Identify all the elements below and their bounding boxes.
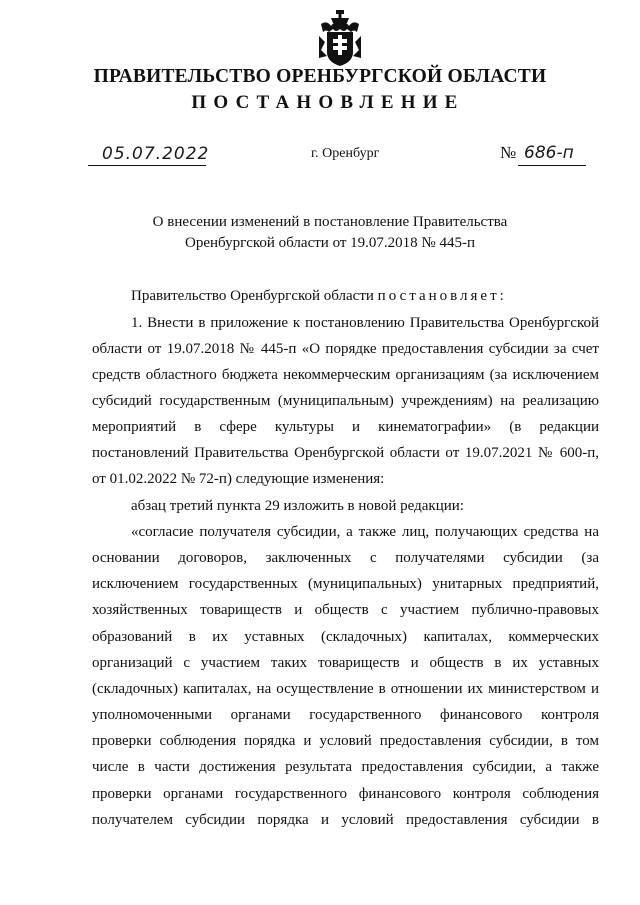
document-subject	[0, 212, 640, 254]
subject-line: О внесении изменений в постановление Правительства	[152, 214, 508, 230]
body-line: основании договоров, заключенных с получателями субсидии (за	[92, 550, 599, 566]
body-line: проверки органами государственного финансового контроля соблюдения	[92, 786, 599, 802]
body-line: субсидий государственным (муниципальным) учреждениям) на реализацию	[92, 393, 599, 409]
body-line: проверки соблюдения порядка и условий предоставления субсидии, в том	[92, 733, 599, 749]
body-line: получателем субсидии порядка и условий предоставления субсидии в	[92, 812, 599, 828]
body-line: области от 19.07.2018 № 445-п «О порядке предоставления субсидии за счет	[92, 341, 599, 357]
body-line: образований в их уставных (складочных) капиталах, коммерческих	[92, 629, 599, 645]
document-date: 05.07.2022	[102, 144, 210, 164]
body-line: 1. Внести в приложение к постановлению Правительства Оренбургской	[131, 315, 599, 331]
body-line: организаций с участием таких товариществ и обществ в их уставных	[92, 655, 599, 671]
subject-line: Оренбургской области от 19.07.2018 № 445-п	[184, 235, 476, 251]
body-line: хозяйственных товариществ и обществ с участием публично-правовых	[92, 602, 599, 618]
preamble-text: Правительство Оренбургской области	[131, 288, 378, 304]
body-line: от 01.02.2022 № 72-п) следующие изменения:	[92, 471, 385, 487]
government-title: ПРАВИТЕЛЬСТВО ОРЕНБУРГСКОЙ ОБЛАСТИ	[93, 66, 547, 87]
body-line: (складочных) капиталах, на осуществление в отношении их министерством и	[92, 681, 599, 697]
document-number: 686-п	[524, 143, 574, 163]
document-type-title: ПОСТАНОВЛЕНИЕ	[191, 92, 465, 113]
oblast-coat-of-arms-icon	[317, 10, 363, 68]
number-label: №	[500, 143, 517, 162]
body-line: числе в части достижения результата предоставления субсидии, а также	[92, 759, 599, 775]
city-name: г. Оренбург	[311, 146, 380, 161]
body-line: мероприятий в сфере культуры и кинематографии» (в редакции	[92, 419, 599, 435]
preamble	[131, 286, 599, 306]
preamble-verb: постановляет:	[377, 288, 507, 304]
body-line: уполномоченными органами государственного финансового контроля	[92, 707, 599, 723]
body-line: исключением государственных (муниципальных) унитарных предприятий,	[92, 576, 599, 592]
body-line: «согласие получателя субсидии, а также лиц, получающих средства на	[131, 524, 599, 540]
body-line: средств областного бюджета некоммерческим организациям (за исключением	[92, 367, 599, 383]
body-line: постановлений Правительства Оренбургской области от 19.07.2021 № 600-п,	[92, 445, 599, 461]
body-line: абзац третий пункта 29 изложить в новой редакции:	[131, 498, 464, 514]
